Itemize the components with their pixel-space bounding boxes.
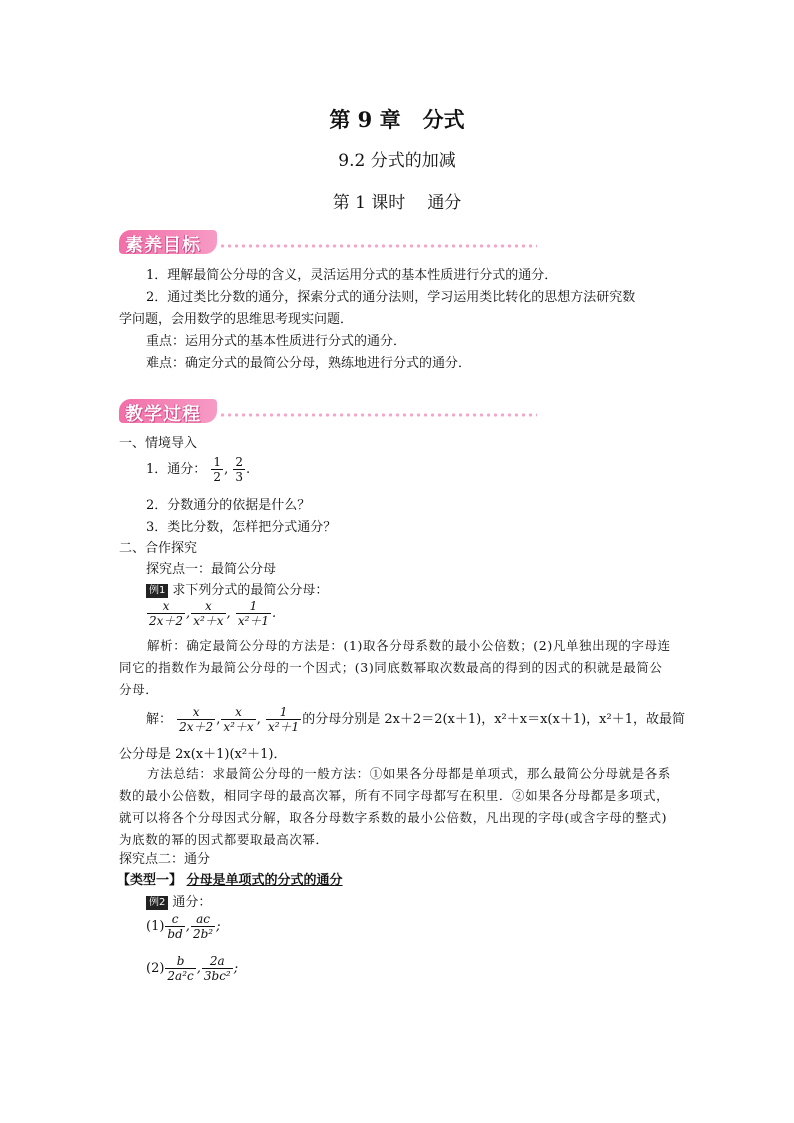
numerator: x: [221, 705, 255, 720]
solution-line-2: 公分母是 2x(x＋1)(x²＋1)．: [119, 747, 287, 762]
example-1: [146, 579, 328, 598]
process-banner: [119, 398, 419, 424]
point-2-heading: 探究点二：通分: [119, 852, 211, 867]
banner-dots: [219, 242, 537, 250]
point-1-heading: 探究点一：最简公分母: [146, 562, 277, 577]
numerator: 2: [235, 455, 243, 469]
example-tag: 例2: [146, 896, 168, 910]
numerator: 1: [266, 705, 301, 720]
section-title: 9.2 分式的加减: [338, 151, 456, 171]
lesson-number: 第 1 课时: [332, 193, 406, 213]
type-1-heading: [117, 869, 343, 888]
denominator: 2b²: [192, 927, 214, 941]
summary-text: 方法总结：求最简公分母的一般方法：①如果各分母都是单项式，那么最简公分母就是各系数的最小公倍数，相同字母的最高次幂，所有不同字母都写在积里．②如果各分母都是多项式，就可以将各个分母因式分解，取各分母数字系数的最小公倍数，凡出现的字母(或含字母的整式)为底数的幂的因式都要取最高次幂．: [119, 766, 672, 847]
type-1-bracket: 【类型一】: [117, 873, 183, 888]
problem-1: (1) $\frac{c}{bd}$ , $\frac{ac}{\text{2b²}}$ ;: [146, 912, 221, 941]
summary-paragraph: [119, 763, 675, 851]
fraction: [221, 705, 255, 734]
chapter-number: 第 9 章: [329, 107, 401, 132]
fraction: [191, 912, 215, 941]
numerator: x: [147, 599, 185, 614]
fraction: [236, 599, 271, 628]
denominator: 2x＋2: [179, 720, 214, 734]
denominator: 2x＋2: [149, 614, 184, 628]
example-1-fractions: $\frac{x}{2x+2}$ , $\frac{x}{\text{x²＋x}}$ , $\frac{1}{\text{x²＋1}}$ .: [149, 599, 277, 628]
process-banner-label: 教学过程: [125, 404, 201, 425]
fraction: [165, 954, 195, 983]
example-1-text: 求下列分式的最简公分母：: [172, 583, 329, 598]
part-2-heading: 二、合作探究: [119, 541, 198, 556]
denominator: 2: [213, 470, 222, 484]
goal-difficulty: 难点：确定分式的最简公分母，熟练地进行分式的通分．: [146, 356, 472, 371]
fraction: [202, 954, 233, 983]
question-2: 2．分数通分的依据是什么？: [146, 498, 311, 513]
numerator: 2a: [202, 954, 233, 969]
numerator: x: [177, 705, 215, 720]
lesson-topic: 通分: [427, 193, 462, 213]
denominator: x²＋x: [193, 614, 224, 628]
banner-dots: [219, 411, 537, 419]
example-2-text: 通分：: [172, 895, 212, 910]
problem-2-label: (2): [146, 961, 165, 976]
goal-item-2b: 学问题，会用数学的思维思考现实问题．: [119, 312, 354, 327]
fraction: [233, 455, 245, 484]
problem-2: (2) $\frac{b}{\text{2a²c}}$ , $\frac{2a}{\text{3bc²}}$ ;: [146, 954, 239, 983]
analysis-text: 解析：确定最简公分母的方法是：(1)取各分母系数的最小公倍数；(2)凡单独出现的字母连同它的指数作为最简公分母的一个因式；(3)同底数幂取次数最高的得到的因式的积就是最简公分母．: [119, 638, 671, 697]
solution-text-1: 的分母分别是 2x＋2＝2(x＋1)，x²＋x＝x(x＋1)，x²＋1，故最简: [302, 712, 685, 727]
example-tag: 例1: [146, 584, 168, 598]
question-1: 1．通分： $\frac{1}{2}$ , $\frac{2}{3}$ .: [146, 455, 251, 484]
denominator: 3: [235, 470, 243, 484]
denominator: x²＋1: [237, 614, 270, 628]
numerator: 1: [236, 599, 271, 614]
numerator: c: [165, 912, 184, 927]
goal-item-2a: 2．通过类比分数的通分，探索分式的通分法则，学习运用类比转化的思想方法研究数: [146, 290, 636, 305]
lesson-title: [0, 188, 794, 213]
fraction: [211, 455, 223, 484]
numerator: b: [165, 954, 195, 969]
numerator: 1: [213, 455, 222, 469]
solution-label: 解：: [146, 712, 173, 727]
fraction: [165, 912, 184, 941]
goals-banner: [119, 229, 419, 255]
goals-banner-label: 素养目标: [125, 235, 201, 256]
chapter-title: [0, 104, 794, 134]
fraction: [177, 705, 215, 734]
example-2: [146, 891, 211, 910]
fraction: [147, 599, 185, 628]
denominator: x²＋x: [223, 720, 254, 734]
question-1-label: 1．通分：: [146, 462, 207, 477]
chapter-topic: 分式: [422, 107, 465, 132]
type-1-text: 分母是单项式的分式的通分: [186, 873, 343, 888]
denominator: 3bc²: [203, 969, 231, 983]
fraction: [191, 599, 225, 628]
denominator: bd: [167, 927, 183, 941]
denominator: x²＋1: [267, 720, 300, 734]
problem-1-label: (1): [146, 919, 165, 934]
numerator: ac: [191, 912, 215, 927]
part-1-heading: 一、情境导入: [119, 436, 198, 451]
goal-item-1: 1．理解最简公分母的含义，灵活运用分式的基本性质进行分式的通分．: [146, 268, 558, 283]
fraction: [266, 705, 301, 734]
goal-key-point: 重点：运用分式的基本性质进行分式的通分．: [146, 334, 407, 349]
numerator: x: [191, 599, 225, 614]
denominator: 2a²c: [167, 969, 194, 983]
solution-line-1: 解： $\frac{x}{2x+2}$ , $\frac{x}{\text{x²＋x}}$ , $\frac{1}{\text{x²＋1}}$ 的分母分别是 2x＋2＝2(x＋1)，x²＋x＝x(x＋1)，x²＋1，故最简: [146, 705, 685, 734]
analysis-paragraph: [119, 635, 675, 701]
question-3: 3．类比分数，怎样把分式通分？: [146, 520, 337, 535]
